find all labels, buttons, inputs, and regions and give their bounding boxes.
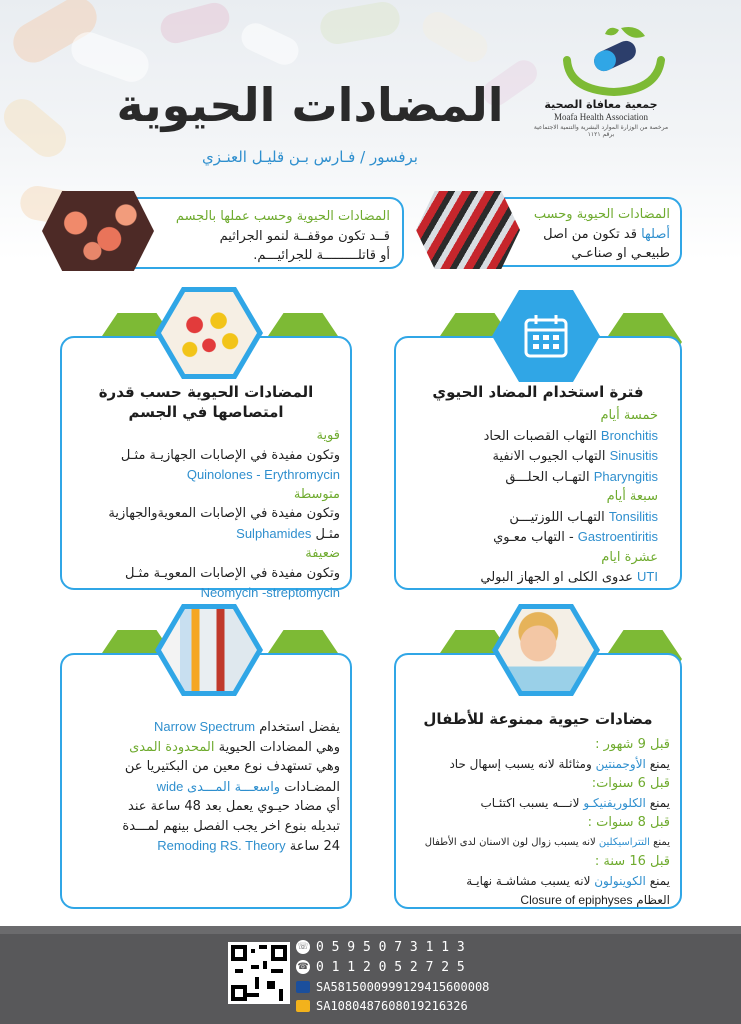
spectrum-theory: Remoding RS. Theory xyxy=(157,838,286,853)
children-reason-3: لانه يسبب زوال لون الاسنان لدى الأطفال xyxy=(424,836,599,848)
page-title: المضادات الحيوية xyxy=(116,78,504,132)
children-ban-prefix: يمنع xyxy=(645,795,670,810)
spectrum-prefer: يفضل استخدام xyxy=(255,720,340,735)
phone-number-1: 0 5 9 5 0 7 3 1 1 3 xyxy=(316,939,465,955)
whatsapp-icon: ☏ xyxy=(297,942,309,952)
children-6-years: قبل 6 سنوات: xyxy=(591,776,670,791)
absorption-medium-text: وتكون مفيدة في الإصابات المعويةوالجهازية xyxy=(108,506,340,521)
footer-iban-2[interactable] xyxy=(296,997,468,1015)
tonsilitis-en: Tonsilitis xyxy=(608,508,658,524)
spectrum-line-4: المضـادات xyxy=(280,779,340,795)
gastro-ar: - التهاب معـوي xyxy=(493,530,578,545)
spectrum-line-5: أي مضاد حيـوي يعمل بعد 48 ساعة عند xyxy=(128,799,340,814)
uti-en: UTI xyxy=(637,569,658,584)
absorption-medium-label: متوسطة xyxy=(293,486,340,502)
children-8-years: قبل 8 سنوات : xyxy=(587,815,670,830)
tonsilitis-ar: التهـاب اللوزتيـــن xyxy=(509,509,609,525)
banner-origin-line-1: المضادات الحيوية وحسب xyxy=(533,207,670,222)
card-absorption-title-1: المضادات الحيوية حسب قدرة xyxy=(98,383,314,401)
children-9-months: قبل 9 شهور : xyxy=(595,737,670,752)
spectrum-limited: المحدودة المدى xyxy=(129,739,215,755)
pharyngitis-ar: التهـاب الحلـــق xyxy=(505,469,594,485)
calendar-icon xyxy=(522,312,570,360)
organization-name-arabic: جمعية معافاة الصحية xyxy=(544,98,658,111)
capsule-blister-photo xyxy=(416,191,520,269)
phone-icon: ☎ xyxy=(297,962,309,972)
children-drug-chloramphenicol: الكلوريفنيكـو xyxy=(583,795,646,810)
sinusitis-en: Sinusitis xyxy=(609,448,658,463)
card-absorption-title-2: امتصاصها في الجسم xyxy=(128,403,284,421)
children-reason-2: لانـــه يسبب اكتئـاب xyxy=(480,795,584,810)
children-ban-prefix: يمنع xyxy=(645,756,670,771)
card-children-title: مضادات حيوية ممنوعة للأطفال xyxy=(423,710,653,728)
gastro-en: Gastroentiritis xyxy=(577,529,658,544)
spectrum-line-3: وهي تستهدف نوع معين من البكتيريا عن xyxy=(124,759,340,774)
children-reason-4-bones: العظام xyxy=(632,893,670,907)
bank-logo-icon xyxy=(296,981,310,993)
footer-phone-1[interactable] xyxy=(296,938,465,956)
absorption-medium-mathal: مثـل xyxy=(315,526,340,542)
bank-logo-icon xyxy=(296,1000,310,1012)
spectrum-line-7: 24 ساعة xyxy=(285,839,340,854)
footer-band xyxy=(0,926,741,934)
pills-photo xyxy=(161,292,257,374)
children-16-years: قبل 16 سنة : xyxy=(594,854,670,869)
footer-iban-1[interactable] xyxy=(296,978,489,996)
absorption-strong-text: وتكون مفيدة في الإصابات الجهازيـة مثـل xyxy=(120,447,340,463)
spectrum-wide-ar: واسعـــة المـــدى xyxy=(186,779,281,795)
absorption-weak-label: ضعيفة xyxy=(305,546,340,561)
duration-ten-days: عشرة ايام xyxy=(601,549,658,565)
phone-number-2: 0 1 1 2 0 5 2 7 2 5 xyxy=(316,959,465,975)
children-drug-tetracycline: التتراسيكلين xyxy=(598,836,650,848)
banner-origin-highlight: أصلها xyxy=(641,226,670,242)
duration-five-days: خمسة أيام xyxy=(600,408,658,423)
banner-action-line-2: قــد تكون موقفــة لنمو الجراثيم xyxy=(219,228,390,244)
banner-action-line-1: المضادات الحيوية وحسب عملها بالجسم xyxy=(175,209,390,224)
iban-2: SA1080487608019216326 xyxy=(316,999,468,1013)
author-name: برفسور / فـارس بـن قليـل العنـزي xyxy=(202,148,418,166)
children-drug-augmentin: الأوجمنتين xyxy=(595,756,646,771)
children-reason-4-en: Closure of epiphyses xyxy=(520,893,633,907)
sinusitis-ar: التهاب الجيوب الانفية xyxy=(492,449,610,464)
bronchitis-en: Bronchitis xyxy=(600,427,658,443)
card-duration-title: فترة استخدام المضاد الحيوي xyxy=(432,383,644,401)
organization-license: مرخصة من الوزارة الموارد البشرية والتنمية الاجتماعية برقم ١١٢١ xyxy=(533,124,669,138)
children-drug-quinolone: الكوينولون xyxy=(594,873,646,888)
absorption-weak-drugs: Neomycin -streptomycin xyxy=(200,585,340,600)
children-reason-1: ومثائلة لانه يسبب إسهال حاد xyxy=(449,756,596,771)
medicine-bottles-photo xyxy=(161,609,257,691)
absorption-weak-text: وتكون مفيدة في الإصابات المعويـة مثـل xyxy=(124,565,340,581)
organization-name-english: Moafa Health Association xyxy=(554,112,648,122)
banner-origin xyxy=(430,197,682,267)
iban-1: SA5815000999129415600008 xyxy=(316,980,490,994)
organization-logo xyxy=(559,20,669,98)
spectrum-line-2: وهي المضادات الحيوية xyxy=(214,739,340,755)
spectrum-wide-en: wide xyxy=(156,778,187,794)
children-reason-4: لانه يسبب مشاشـة نهايـة xyxy=(466,873,595,888)
banner-origin-line-3: طبيعـي او صناعـي xyxy=(571,246,670,261)
spectrum-line-6: تبديله بنوع اخر يجب الفصل بينهم لمـــدة xyxy=(122,818,340,834)
bacteria-photo xyxy=(42,191,154,271)
bronchitis-ar: التهاب القصبات الحاد xyxy=(483,428,601,444)
footer-phone-2[interactable] xyxy=(296,958,465,976)
banner-origin-line-2: قد تكون من اصل xyxy=(543,226,642,242)
absorption-medium-drugs: Sulphamides xyxy=(236,525,312,541)
child-photo xyxy=(498,609,594,691)
absorption-strong-label: قوية xyxy=(316,428,340,443)
duration-seven-days: سبعة أيام xyxy=(606,489,658,504)
banner-action xyxy=(60,197,404,269)
pharyngitis-en: Pharyngitis xyxy=(593,468,658,484)
spectrum-narrow: Narrow Spectrum xyxy=(153,719,256,734)
children-ban-prefix: يمنع xyxy=(645,873,670,888)
absorption-strong-drugs: Quinolones - Erythromycin xyxy=(186,467,340,482)
uti-ar: عدوى الكلى او الجهاز البولي xyxy=(480,570,638,585)
banner-action-line-3: أو قاتلـــــــــة للجرائيـــم. xyxy=(253,248,390,263)
qr-code[interactable] xyxy=(228,942,290,1004)
children-ban-prefix: يمنع xyxy=(649,836,670,848)
